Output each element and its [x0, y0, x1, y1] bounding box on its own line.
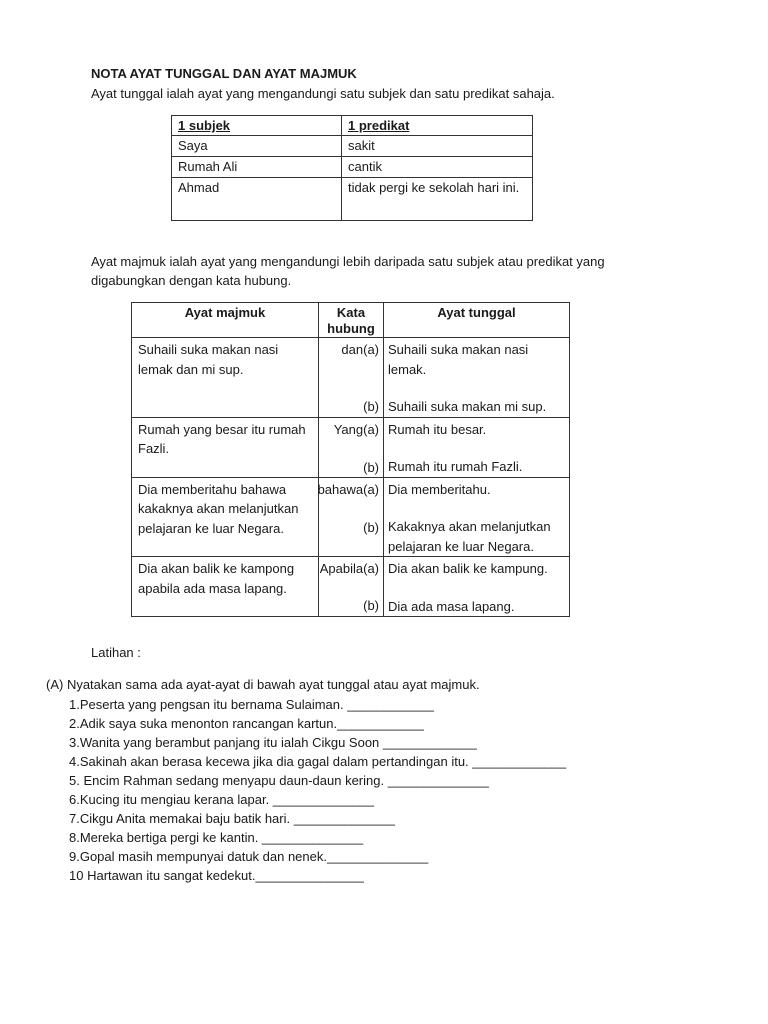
- question-9: 9.Gopal masih mempunyai datuk dan nenek.______________: [69, 849, 429, 864]
- table-row: [172, 136, 533, 157]
- table-row: [172, 157, 533, 178]
- question-2: 2.Adik saya suka menonton rancangan kartun.____________: [69, 716, 424, 731]
- header-kata-hubung: Kata hubung: [319, 303, 384, 338]
- question-4: 4.Sakinah akan berasa kecewa jika dia gagal dalam pertandingan itu. _____________: [69, 754, 567, 769]
- ayat-tunggal-b-cont: pelajaran ke luar Negara.: [388, 538, 534, 554]
- label-a: (a): [363, 481, 379, 497]
- ayat-tunggal-b: Rumah itu rumah Fazli.: [388, 459, 523, 474]
- ayat-tunggal-b: Suhaili suka makan mi sup.: [388, 399, 547, 414]
- predikat-cell: tidak pergi ke sekolah hari ini.: [342, 178, 533, 221]
- header-ayat-majmuk: Ayat majmuk: [132, 303, 319, 338]
- table-row: [132, 338, 570, 418]
- latihan-heading: Latihan :: [91, 645, 141, 660]
- label-b: (b): [363, 459, 379, 475]
- kata-hubung: dan: [341, 342, 364, 357]
- table-ayat-majmuk: [131, 302, 570, 617]
- label-a: (a): [363, 342, 379, 357]
- predikat-cell: cantik: [342, 157, 533, 178]
- question-10: 10 Hartawan itu sangat kedekut._______________: [69, 868, 364, 883]
- subjek-cell: Rumah Ali: [172, 157, 342, 178]
- ayat-tunggal-a-cont: lemak.: [388, 361, 427, 377]
- ayat-tunggal-a: Dia memberitahu.: [388, 481, 491, 497]
- subjek-cell: Saya: [172, 136, 342, 157]
- kata-hubung: bahawa: [317, 481, 364, 497]
- question-7: 7.Cikgu Anita memakai baju batik hari. ______________: [69, 811, 395, 826]
- section-a-instruction: (A) Nyatakan sama ada ayat-ayat di bawah ayat tunggal atau ayat majmuk.: [46, 677, 480, 692]
- ayat-tunggal-a: Rumah itu besar.: [388, 421, 487, 437]
- label-a: (a): [363, 561, 379, 576]
- header-predikat: 1 predikat: [342, 116, 533, 136]
- page-title: NOTA AYAT TUNGGAL DAN AYAT MAJMUK: [91, 66, 357, 81]
- intro-majmuk-line2: digabungkan dengan kata hubung.: [91, 273, 292, 288]
- table-row: [132, 557, 570, 617]
- ayat-majmuk-cell: Dia akan balik ke kampong apabila ada masa lapang.: [138, 561, 295, 596]
- ayat-majmuk-cell: Suhaili suka makan nasi lemak dan mi sup.: [138, 342, 279, 377]
- label-b: (b): [363, 598, 379, 613]
- ayat-tunggal-a: Dia akan balik ke kampung.: [388, 561, 548, 576]
- intro-majmuk-line1: Ayat majmuk ialah ayat yang mengandungi lebih daripada satu subjek atau predikat yang: [91, 254, 605, 269]
- ayat-tunggal-a: Suhaili suka makan nasi: [388, 342, 529, 357]
- kata-hubung: Yang: [333, 421, 364, 437]
- ayat-majmuk-cell: Dia memberitahu bahawa kakaknya akan melanjutkan pelajaran ke luar Negara.: [138, 481, 299, 536]
- ayat-tunggal-b: Dia ada masa lapang.: [388, 598, 515, 614]
- question-5: 5. Encim Rahman sedang menyapu daun-daun kering. ______________: [69, 773, 489, 788]
- predikat-cell: sakit: [342, 136, 533, 157]
- question-8: 8.Mereka bertiga pergi ke kantin. ______________: [69, 830, 364, 845]
- question-3: 3.Wanita yang berambut panjang itu ialah Cikgu Soon _____________: [69, 735, 477, 750]
- intro-tunggal: Ayat tunggal ialah ayat yang mengandungi satu subjek dan satu predikat sahaja.: [91, 86, 555, 101]
- header-subjek: 1 subjek: [172, 116, 342, 136]
- question-6: 6.Kucing itu mengiau kerana lapar. ______________: [69, 792, 375, 807]
- label-a: (a): [363, 421, 379, 437]
- table-subjek-predikat: [171, 115, 533, 221]
- label-b: (b): [363, 399, 379, 414]
- header-ayat-tunggal: Ayat tunggal: [384, 303, 570, 338]
- table-row: [172, 178, 533, 221]
- label-b: (b): [363, 519, 379, 535]
- table-row: [132, 477, 570, 557]
- subjek-cell: Ahmad: [172, 178, 342, 221]
- question-1: 1.Peserta yang pengsan itu bernama Sulaiman. ____________: [69, 697, 434, 712]
- ayat-majmuk-cell: Rumah yang besar itu rumah Fazli.: [138, 421, 306, 456]
- kata-hubung: Apabila: [319, 561, 364, 576]
- ayat-tunggal-b: Kakaknya akan melanjutkan: [388, 519, 551, 534]
- table-row: [132, 417, 570, 477]
